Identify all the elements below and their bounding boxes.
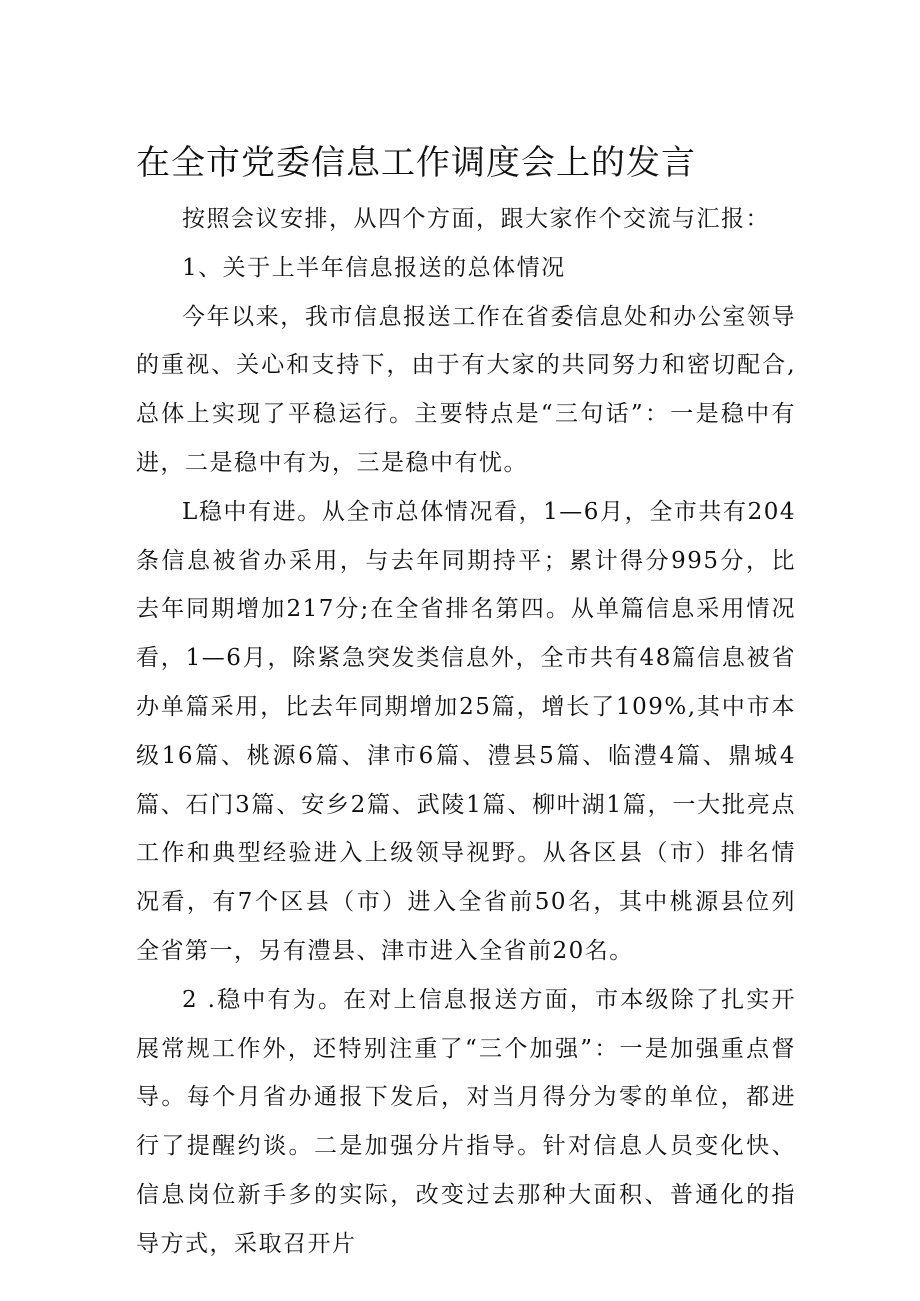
- section-heading-1: 1、关于上半年信息报送的总体情况: [182, 254, 566, 281]
- paragraph-steady-progress: L稳中有进。从全市总体情况看，1—6月，全市共有204条信息被省办采用，与去年同期持平；累计得分995分，比去年同期增加217分;在全省排名第四。从单篇信息采用情况看，1—6月，除紧急突发类信息外，全市共有48篇信息被省办单篇采用，比去年同期增加25篇，增长了109%,其中市本级16篇、桃源6篇、津市6篇、澧县5篇、临澧4篇、鼎城4篇、石门3篇、安乡2篇、武陵1篇、柳叶湖1篇，一大批亮点工作和典型经验进入上级领导视野。从各区县（市）排名情况看，有7个区县（市）进入全省前50名，其中桃源县位列全省第一，另有澧县、津市进入全省前20名。: [136, 498, 796, 964]
- paragraph-overview: 今年以来，我市信息报送工作在省委信息处和办公室领导的重视、关心和支持下，由于有大家的共同努力和密切配合,总体上实现了平稳运行。主要特点是“三句话”：一是稳中有进，二是稳中有为，三是稳中有忧。: [136, 303, 796, 476]
- document-body: [136, 195, 796, 1269]
- paragraph-steady-action: 2 .稳中有为。在对上信息报送方面，市本级除了扎实开展常规工作外，还特别注重了“三个加强”：一是加强重点督导。每个月省办通报下发后，对当月得分为零的单位，都进行了提醒约谈。二是加强分片指导。针对信息人员变化快、信息岗位新手多的实际，改变过去那种大面积、普通化的指导方式，采取召开片: [136, 986, 796, 1257]
- document-title: 在全市党委信息工作调度会上的发言: [136, 143, 696, 183]
- paragraph-intro: 按照会议安排，从四个方面，跟大家作个交流与汇报：: [182, 206, 770, 232]
